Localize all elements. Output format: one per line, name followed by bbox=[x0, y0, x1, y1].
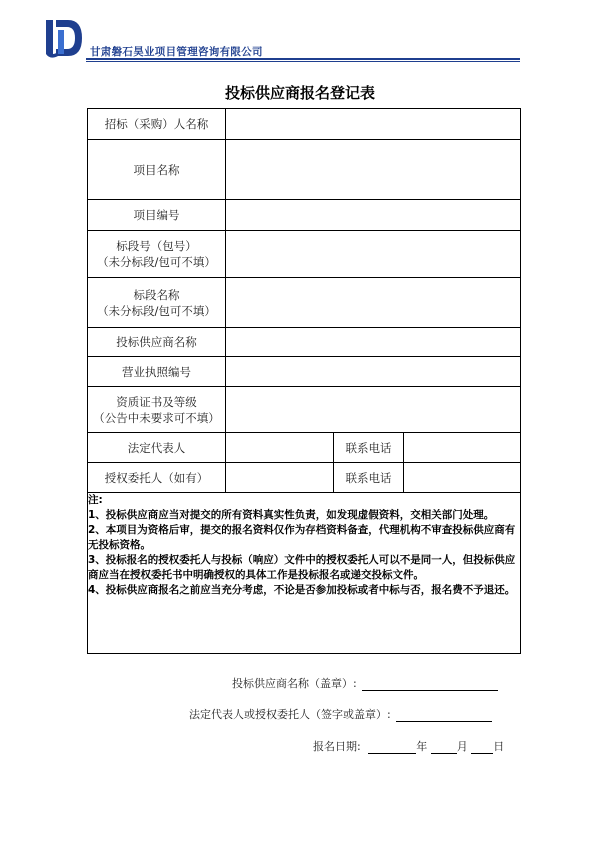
table-row bbox=[88, 140, 521, 200]
authorized-label: 授权委托人（如有） bbox=[88, 463, 226, 493]
project-number-field[interactable] bbox=[226, 200, 521, 231]
date-month-field[interactable] bbox=[431, 739, 457, 754]
note-item-1: 1、投标供应商应当对提交的所有资料真实性负责，如发现虚假资料，交相关部门处理。 bbox=[88, 509, 495, 521]
table-row bbox=[88, 387, 521, 433]
lot-number-label-hint: （未分标段/包可不填） bbox=[97, 255, 216, 269]
tenderer-field[interactable] bbox=[226, 109, 521, 140]
license-field[interactable] bbox=[226, 357, 521, 387]
notes-cell bbox=[88, 493, 521, 654]
qualification-label bbox=[88, 387, 226, 433]
tenderer-label: 招标（采购）人名称 bbox=[88, 109, 226, 140]
header-divider bbox=[86, 58, 520, 60]
date-month-label: 月 bbox=[456, 740, 468, 753]
table-row bbox=[88, 357, 521, 387]
lot-name-field[interactable] bbox=[226, 278, 521, 328]
supplier-signature-row bbox=[232, 675, 498, 691]
authorized-phone-label: 联系电话 bbox=[334, 463, 404, 493]
legal-rep-label: 法定代表人 bbox=[88, 433, 226, 463]
supplier-signature-label: 投标供应商名称（盖章）: bbox=[232, 677, 357, 690]
registration-form-table bbox=[87, 108, 521, 654]
note-item-4: 4、投标供应商报名之前应当充分考虑，不论是否参加投标或者中标与否，报名费不予退还。 bbox=[88, 584, 516, 596]
table-row bbox=[88, 278, 521, 328]
legal-rep-phone-field[interactable] bbox=[404, 433, 521, 463]
supplier-name-field[interactable] bbox=[226, 328, 521, 357]
legal-signature-row bbox=[189, 706, 492, 722]
date-year-label: 年 bbox=[416, 740, 428, 753]
note-item-3: 3、投标报名的授权委托人与投标（响应）文件中的授权委托人可以不是同一人，但投标供应商应当在授权委托书中明确授权的具体工作是投标报名或递交投标文件。 bbox=[88, 554, 516, 581]
company-logo-icon bbox=[44, 16, 84, 60]
table-row bbox=[88, 109, 521, 140]
qualification-label-main: 资质证书及等级 bbox=[116, 394, 197, 409]
table-row bbox=[88, 493, 521, 654]
authorized-phone-field[interactable] bbox=[404, 463, 521, 493]
date-day-field[interactable] bbox=[471, 739, 493, 754]
lot-name-label bbox=[88, 278, 226, 328]
license-label: 营业执照编号 bbox=[88, 357, 226, 387]
lot-number-label bbox=[88, 231, 226, 278]
lot-number-label-main: 标段号（包号） bbox=[116, 239, 197, 253]
legal-rep-field[interactable] bbox=[226, 433, 334, 463]
note-item-2: 2、本项目为资格后审，提交的报名资料仅作为存档资料备查，代理机构不审查投标供应商有无投标资格。 bbox=[88, 524, 516, 551]
table-row bbox=[88, 433, 521, 463]
date-label: 报名日期: bbox=[313, 740, 361, 753]
registration-date-row bbox=[313, 738, 504, 754]
legal-signature-label: 法定代表人或授权委托人（签字或盖章）: bbox=[189, 708, 391, 721]
legal-rep-phone-label: 联系电话 bbox=[334, 433, 404, 463]
notes-heading: 注: bbox=[88, 494, 103, 506]
company-name: 甘肃磐石昊业项目管理咨询有限公司 bbox=[90, 46, 263, 58]
date-day-label: 日 bbox=[493, 740, 505, 753]
date-year-field[interactable] bbox=[368, 739, 416, 754]
legal-signature-line[interactable] bbox=[396, 709, 492, 722]
lot-number-field[interactable] bbox=[226, 231, 521, 278]
lot-name-label-main: 标段名称 bbox=[133, 287, 180, 302]
table-row bbox=[88, 463, 521, 493]
supplier-signature-line[interactable] bbox=[362, 678, 498, 691]
qualification-label-hint: （公告中未要求可不填） bbox=[93, 410, 220, 425]
supplier-name-label: 投标供应商名称 bbox=[88, 328, 226, 357]
page-title: 投标供应商报名登记表 bbox=[224, 84, 375, 102]
table-row bbox=[88, 328, 521, 357]
table-row bbox=[88, 231, 521, 278]
project-name-field[interactable] bbox=[226, 140, 521, 200]
authorized-field[interactable] bbox=[226, 463, 334, 493]
table-row bbox=[88, 200, 521, 231]
lot-name-label-hint: （未分标段/包可不填） bbox=[97, 303, 216, 318]
project-name-label: 项目名称 bbox=[88, 140, 226, 200]
header-divider-thin bbox=[86, 61, 520, 62]
qualification-field[interactable] bbox=[226, 387, 521, 433]
project-number-label: 项目编号 bbox=[88, 200, 226, 231]
